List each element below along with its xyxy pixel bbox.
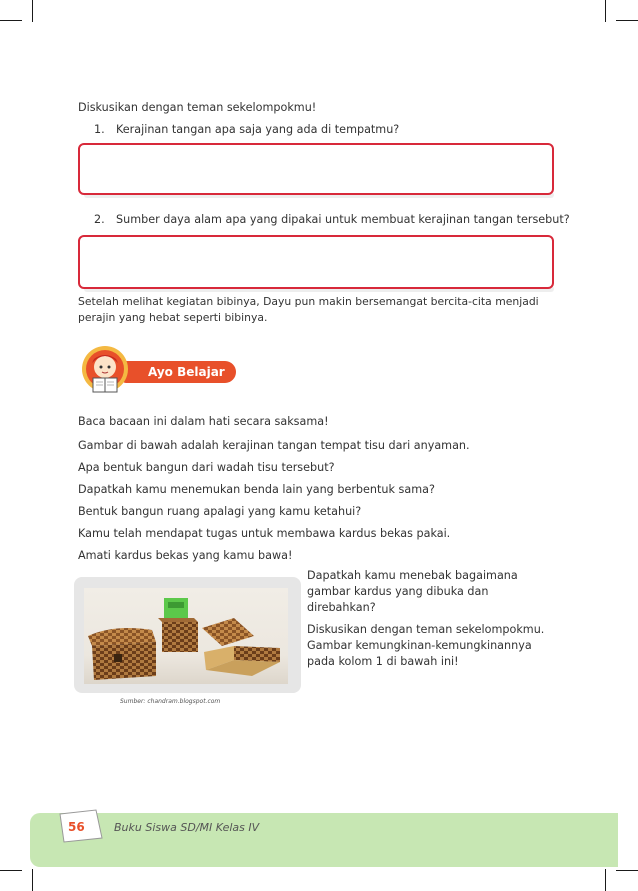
crop-mark — [616, 870, 638, 871]
line-2: Gambar di bawah adalah kerajinan tangan tempat tisu dari anyaman. — [78, 439, 470, 452]
crop-mark — [605, 869, 606, 891]
line-1: Baca bacaan ini dalam hati secara saksama! — [78, 415, 329, 428]
crop-mark — [32, 0, 33, 22]
crop-mark — [605, 0, 606, 22]
woven-boxes-photo — [84, 588, 288, 684]
line-7: Amati kardus bekas yang kamu bawa! — [78, 549, 293, 562]
right-para1-line1: Dapatkah kamu menebak bagaimana — [307, 569, 518, 582]
crop-mark — [616, 20, 638, 21]
photo-caption: Sumber: chandram.blogspot.com — [120, 698, 221, 705]
ayo-belajar-banner — [78, 345, 238, 395]
after-paragraph: Setelah melihat kegiatan bibinya, Dayu pun makin bersemangat bercita-cita menjadi perajin yang hebat seperti bibinya. — [78, 295, 539, 324]
line-4: Dapatkah kamu menemukan benda lain yang berbentuk sama? — [78, 483, 435, 496]
line-6: Kamu telah mendapat tugas untuk membawa kardus bekas pakai. — [78, 527, 451, 540]
right-para1-line3: direbahkan? — [307, 601, 376, 614]
question-2-text: Sumber daya alam apa yang dipakai untuk membuat kerajinan tangan tersebut? — [116, 213, 570, 226]
line-3: Apa bentuk bangun dari wadah tisu tersebut? — [78, 461, 335, 474]
page-number: 56 — [68, 820, 85, 834]
footer-title: Buku Siswa SD/MI Kelas IV — [114, 821, 260, 834]
banner-label: Ayo Belajar — [148, 365, 225, 379]
line-5: Bentuk bangun ruang apalagi yang kamu ketahui? — [78, 505, 362, 518]
answer-box-1[interactable] — [78, 143, 554, 195]
answer-box-2[interactable] — [78, 235, 554, 289]
right-para2-line2: Gambar kemungkinan-kemungkinannya — [307, 639, 532, 652]
crop-mark — [32, 869, 33, 891]
question-1-text: Kerajinan tangan apa saja yang ada di tempatmu? — [116, 123, 400, 136]
girl-reading-icon — [78, 345, 134, 395]
question-2-number: 2. — [94, 213, 105, 226]
crop-mark — [0, 870, 22, 871]
right-para1-line2: gambar kardus yang dibuka dan — [307, 585, 489, 598]
intro-text: Diskusikan dengan teman sekelompokmu! — [78, 101, 317, 114]
crop-mark — [0, 20, 22, 21]
question-1-number: 1. — [94, 123, 105, 136]
right-para2-line1: Diskusikan dengan teman sekelompokmu. — [307, 623, 545, 636]
right-para2-line3: pada kolom 1 di bawah ini! — [307, 655, 459, 668]
